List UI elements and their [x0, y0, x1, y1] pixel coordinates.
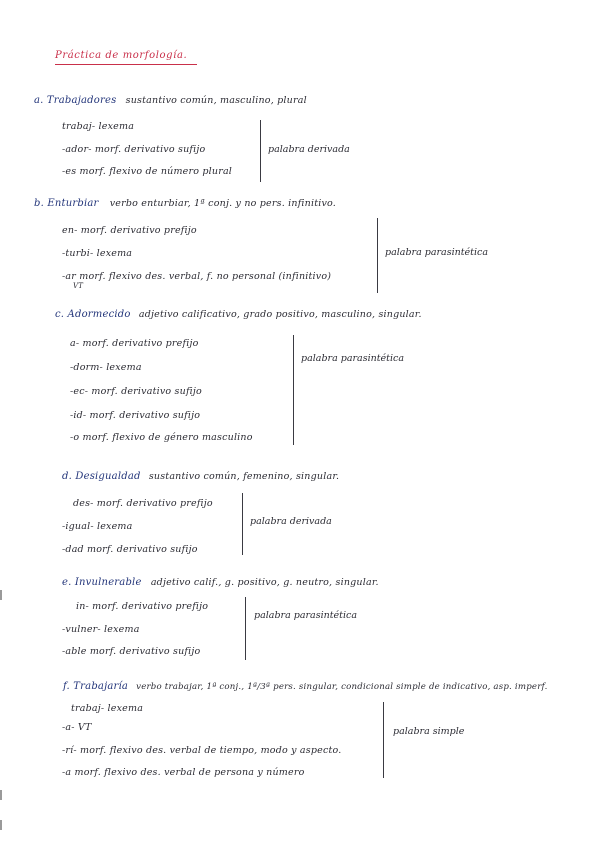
- entry-a-label: a. Trabajadores: [34, 95, 117, 106]
- entry-a-bracket: [260, 120, 261, 182]
- entry-a-line-3: -es morf. flexivo de número plural: [62, 166, 233, 177]
- entry-a-heading: [34, 95, 307, 106]
- entry-c-bracket: [293, 335, 294, 445]
- entry-c-description: adjetivo calificativo, grado positivo, masculino, singular.: [138, 309, 422, 320]
- entry-c-heading: [55, 309, 422, 320]
- entry-b-label: b. Enturbiar: [34, 198, 99, 209]
- entry-b-heading: [34, 198, 336, 209]
- entry-f-bracket: [383, 702, 384, 778]
- entry-d-heading: [62, 471, 339, 482]
- entry-d-description: sustantivo común, femenino, singular.: [148, 471, 340, 482]
- title-underline: [55, 64, 197, 65]
- entry-f-classification: palabra simple: [393, 726, 465, 737]
- entry-d-bracket: [242, 493, 243, 555]
- entry-e-classification: palabra parasintética: [254, 610, 358, 621]
- entry-e-description: adjetivo calif., g. positivo, g. neutro, singular.: [150, 577, 379, 588]
- entry-e-heading: [62, 577, 379, 588]
- entry-a-line-1: trabaj- lexema: [62, 121, 135, 132]
- scan-edge-mark: [0, 590, 2, 600]
- entry-d-line-1: des- morf. derivativo prefijo: [73, 498, 213, 509]
- entry-e-bracket: [245, 597, 246, 660]
- entry-e-line-3: -able morf. derivativo sufijo: [62, 646, 201, 657]
- page-title: Práctica de morfología.: [55, 50, 188, 61]
- entry-c-line-2: -dorm- lexema: [70, 362, 142, 373]
- entry-d-line-2: -igual- lexema: [62, 521, 133, 532]
- entry-c-line-5: -o morf. flexivo de género masculino: [70, 432, 253, 443]
- entry-c-line-3: -ec- morf. derivativo sufijo: [70, 386, 202, 397]
- entry-c-line-4: -id- morf. derivativo sufijo: [70, 410, 201, 421]
- entry-d-classification: palabra derivada: [250, 516, 332, 527]
- entry-e-line-2: -vulner- lexema: [62, 624, 140, 635]
- entry-a-classification: palabra derivada: [268, 144, 350, 155]
- entry-f-line-1: trabaj- lexema: [71, 703, 144, 714]
- entry-c-label: c. Adormecido: [55, 309, 131, 320]
- entry-b-classification: palabra parasintética: [385, 247, 489, 258]
- entry-f-heading: [63, 681, 548, 692]
- entry-b-line-2: -turbi- lexema: [62, 248, 133, 259]
- entry-e-line-1: in- morf. derivativo prefijo: [76, 601, 209, 612]
- entry-d-label: d. Desigualdad: [62, 471, 141, 482]
- entry-d-line-3: -dad morf. derivativo sufijo: [62, 544, 198, 555]
- entry-b-subnote: VT: [73, 282, 84, 290]
- entry-f-description: verbo trabajar, 1ª conj., 1ª/3ª pers. singular, condicional simple de indicativo, asp. imperf.: [136, 682, 548, 692]
- entry-f-line-2: -a- VT: [62, 722, 92, 733]
- entry-f-label: f. Trabajaría: [63, 681, 129, 692]
- entry-c-classification: palabra parasintética: [301, 353, 405, 364]
- entry-c-line-1: a- morf. derivativo prefijo: [70, 338, 199, 349]
- entry-b-bracket: [377, 218, 378, 293]
- entry-e-label: e. Invulnerable: [62, 577, 142, 588]
- entry-b-line-3: -ar morf. flexivo des. verbal, f. no personal (infinitivo): [62, 271, 332, 282]
- scan-edge-mark: [0, 790, 2, 800]
- entry-a-description: sustantivo común, masculino, plural: [125, 95, 307, 106]
- entry-f-line-3: -rí- morf. flexivo des. verbal de tiempo, modo y aspecto.: [62, 745, 342, 756]
- entry-f-line-4: -a morf. flexivo des. verbal de persona y número: [62, 767, 305, 778]
- entry-b-description: verbo enturbiar, 1ª conj. y no pers. infinitivo.: [109, 198, 336, 209]
- entry-a-line-2: -ador- morf. derivativo sufijo: [62, 144, 206, 155]
- entry-b-line-1: en- morf. derivativo prefijo: [62, 225, 197, 236]
- scan-edge-mark: [0, 820, 2, 830]
